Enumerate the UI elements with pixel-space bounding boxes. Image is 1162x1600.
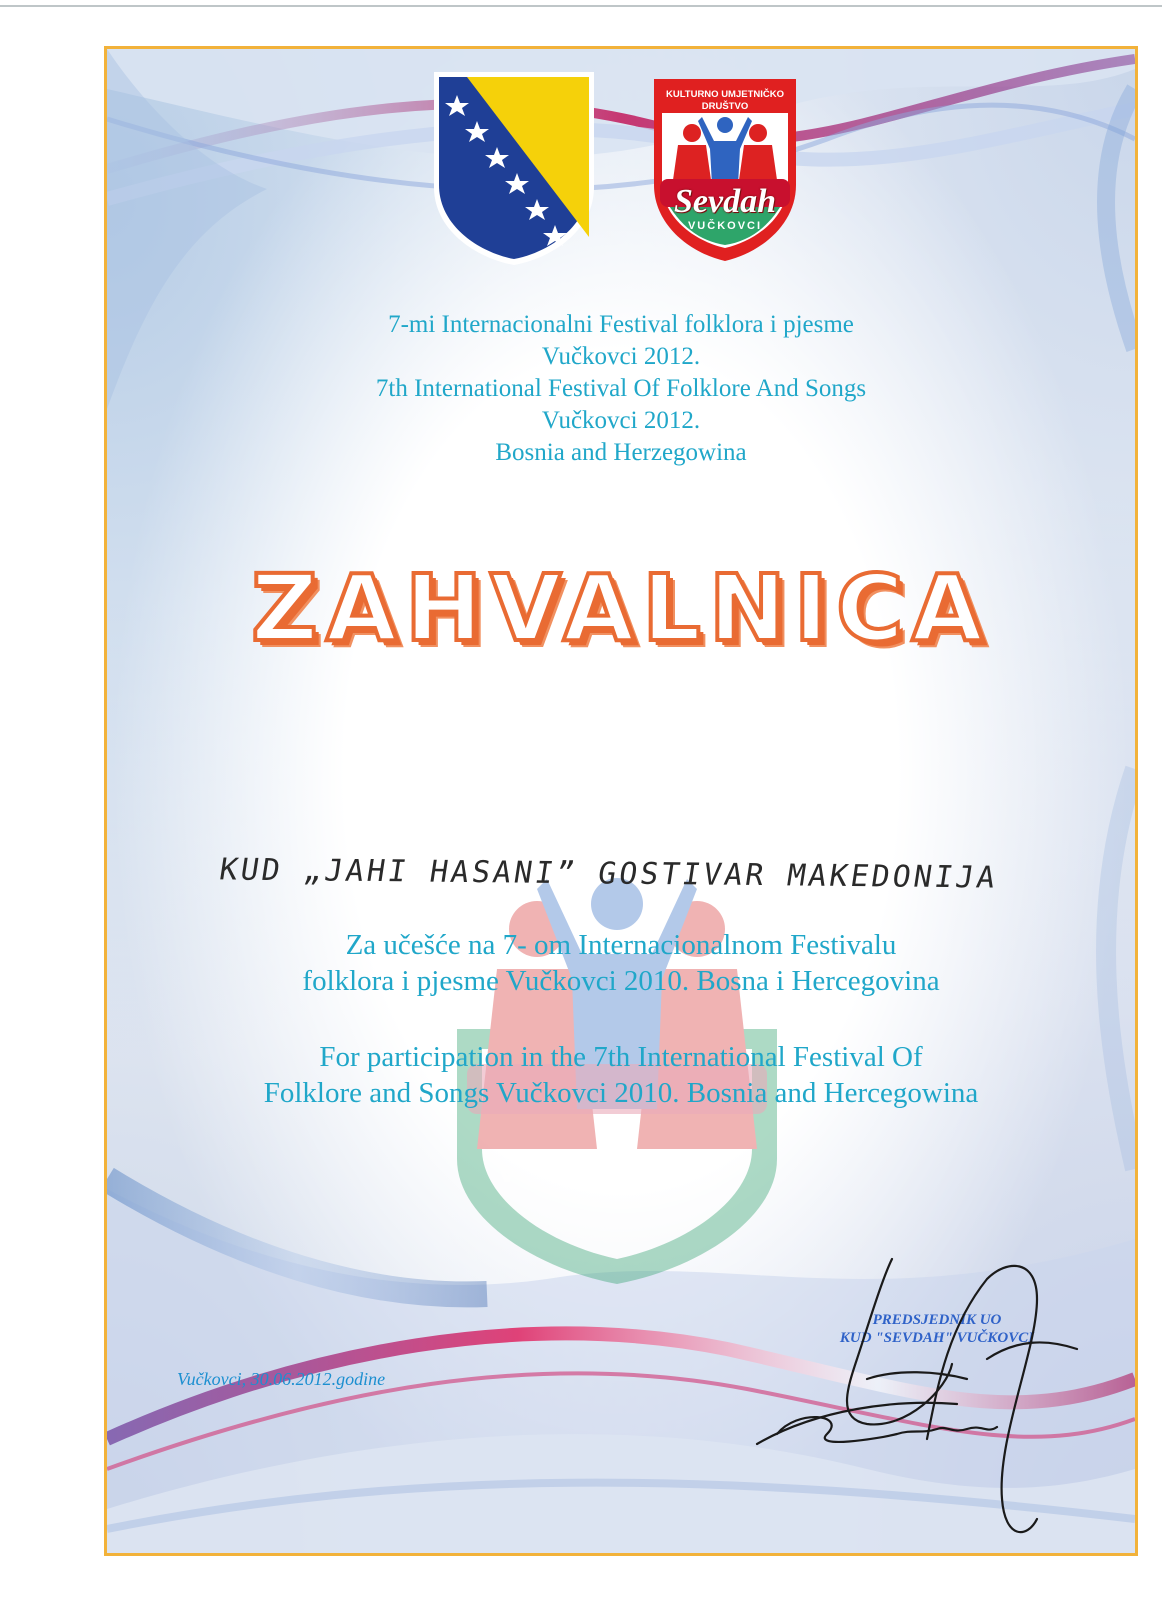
body-line: folklora i pjesme Vučkovci 2010. Bosna i Hercegovina: [302, 965, 940, 997]
body-english: [107, 1039, 1135, 1111]
festival-line: 7th International Festival Of Folklore And Songs: [375, 375, 867, 402]
festival-line: Bosnia and Herzegowina: [495, 439, 747, 466]
watermark-text: VUČKOVCI: [497, 1156, 720, 1189]
festival-heading: [107, 309, 1135, 469]
logo-name: Sevdah: [674, 183, 776, 220]
issue-date: Vučkovci, 30.06.2012.godine: [177, 1369, 386, 1389]
bosnia-coat-of-arms-icon: [429, 67, 599, 267]
body-line: For participation in the 7th International Festival Of: [319, 1041, 923, 1073]
handwritten-signature-icon: [697, 1239, 1097, 1556]
festival-line: Vučkovci 2012.: [541, 343, 701, 370]
body-line: Za učešće na 7- om Internacionalnom Festivalu: [345, 929, 897, 961]
body-line: Folklore and Songs Vučkovci 2010. Bosnia and Hercegowina: [263, 1077, 979, 1109]
logo-place: VUČKOVCI: [687, 220, 763, 232]
certificate: [104, 46, 1138, 1556]
signatory-line: KUD "SEVDAH" VUČKOVCI: [839, 1330, 1035, 1346]
festival-line: 7-mi Internacionalni Festival folklora i pjesme: [388, 311, 854, 338]
certificate-title: ZAHVALNICA: [251, 555, 991, 662]
scan-edge-line: [0, 5, 1162, 7]
body-bosnian: [107, 927, 1135, 999]
festival-line: Vučkovci 2012.: [541, 407, 701, 434]
signatory-line: PREDSJEDNIK UO: [872, 1312, 1002, 1328]
logo-top-text: KULTURNO UMJETNIČKO DRUŠTVO: [665, 89, 785, 112]
recipient-handwritten: KUD „JAHI HASANI” GOSTIVAR MAKEDONIJA: [217, 852, 1001, 896]
